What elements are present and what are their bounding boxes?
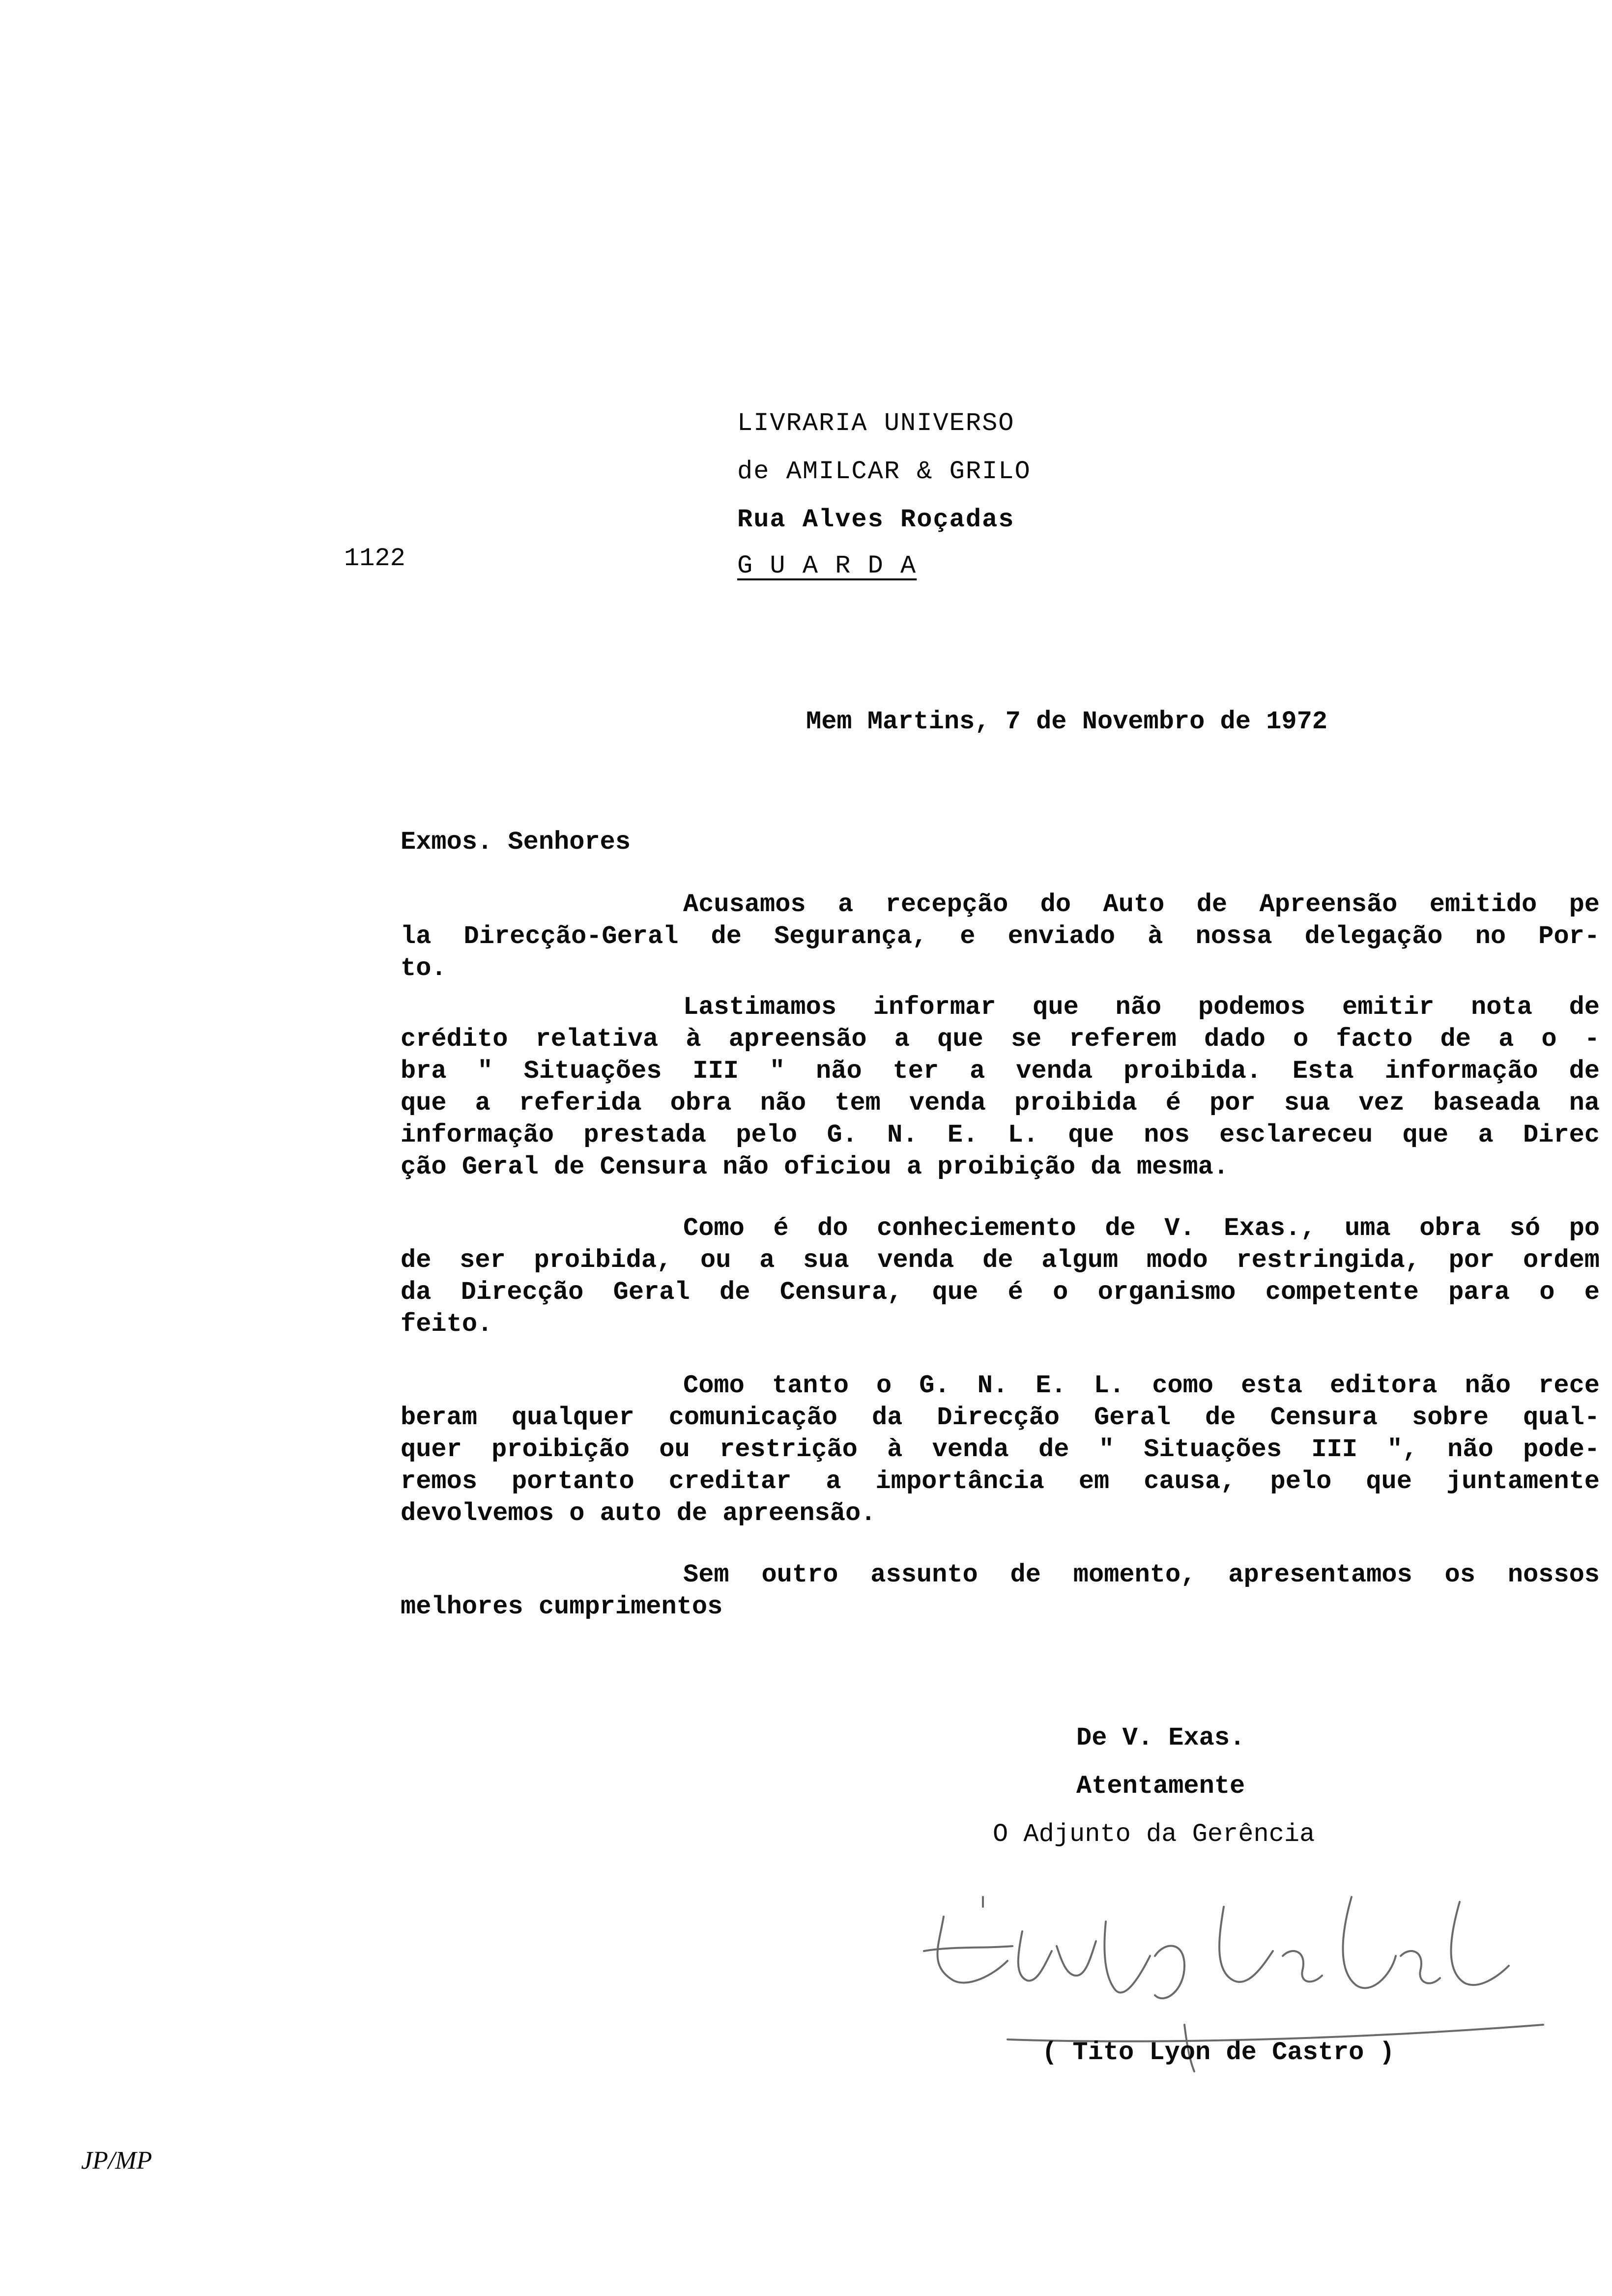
- body-line: Sem outro assunto de momento, apresentamos os nossos: [683, 1560, 1600, 1589]
- body-line: ção Geral de Censura não oficiou a proibição da mesma.: [401, 1152, 1229, 1181]
- body-line: quer proibição ou restrição à venda de " Situações III ", não pode-: [401, 1435, 1600, 1464]
- closing-block: [993, 1722, 1315, 1850]
- body-line: Acusamos a recepção do Auto de Apreensão emitido pe: [683, 890, 1600, 919]
- closing-line-3: O Adjunto da Gerência: [993, 1820, 1315, 1849]
- body-line: Como tanto o G. N. E. L. como esta editora não rece: [683, 1371, 1600, 1400]
- body-line: da Direcção Geral de Censura, que é o organismo competente para o e: [401, 1278, 1600, 1307]
- body-line: remos portanto creditar a importância em causa, pelo que juntamente: [401, 1467, 1600, 1496]
- salutation: Exmos. Senhores: [401, 828, 631, 857]
- closing-line-2: Atentamente: [1076, 1772, 1245, 1801]
- recipient-address: [737, 408, 1031, 582]
- body-line: crédito relativa à apreensão a que se referem dado o facto de a o -: [401, 1025, 1600, 1054]
- body-line: que a referida obra não tem venda proibida é por sua vez baseada na: [401, 1089, 1600, 1118]
- closing-line-1: De V. Exas.: [1076, 1723, 1245, 1752]
- typist-initials: JP/MP: [81, 2147, 152, 2175]
- body-line: beram qualquer comunicação da Direcção Geral de Censura sobre qual-: [401, 1403, 1600, 1432]
- date-line: Mem Martins, 7 de Novembro de 1972: [806, 707, 1327, 736]
- body-line: bra " Situações III " não ter a venda proibida. Esta informação de: [401, 1057, 1600, 1086]
- paragraph-3: [401, 1212, 1600, 1340]
- body-line: melhores cumprimentos: [401, 1592, 723, 1621]
- paragraph-4: [401, 1370, 1600, 1529]
- paragraph-1: [401, 889, 1600, 984]
- body-line: to.: [401, 954, 447, 983]
- letter-body: [401, 889, 1600, 1623]
- signatory-name: ( Tito Lyon de Castro ): [1042, 2038, 1395, 2067]
- recipient-owner: de AMILCAR & GRILO: [737, 457, 1031, 486]
- body-line: Lastimamos informar que não podemos emitir nota de: [683, 993, 1600, 1022]
- paragraph-5: [401, 1559, 1600, 1623]
- body-line: informação prestada pelo G. N. E. L. que nos esclareceu que a Direc: [401, 1120, 1600, 1149]
- body-line: feito.: [401, 1310, 493, 1339]
- recipient-city: G U A R D A: [737, 551, 917, 580]
- reference-number: 1122: [344, 544, 405, 573]
- paragraph-2: [401, 991, 1600, 1183]
- body-line: de ser proibida, ou a sua venda de algum modo restringida, por ordem: [401, 1246, 1600, 1275]
- recipient-street: Rua Alves Roçadas: [737, 505, 1015, 534]
- body-line: Como é do conheciemento de V. Exas., uma obra só po: [683, 1214, 1600, 1243]
- recipient-name: LIVRARIA UNIVERSO: [737, 409, 1015, 438]
- body-line: la Direcção-Geral de Segurança, e enviado à nossa delegação no Por-: [401, 922, 1600, 951]
- body-line: devolvemos o auto de apreensão.: [401, 1499, 876, 1528]
